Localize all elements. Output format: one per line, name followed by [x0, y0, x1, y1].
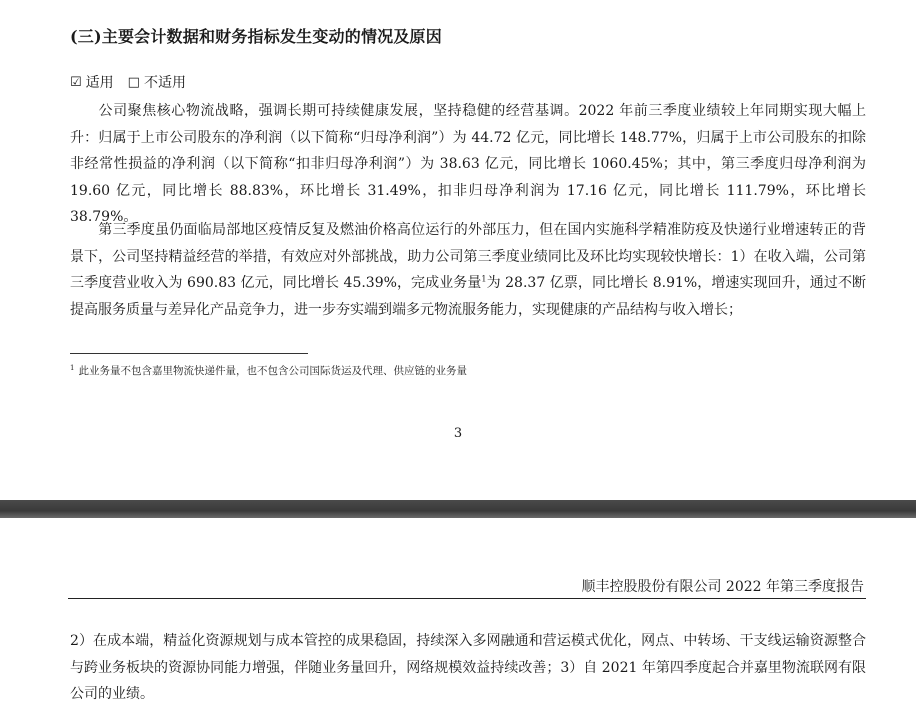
footnote-divider — [70, 353, 308, 354]
paragraph-performance-summary — [70, 98, 866, 231]
paragraph-cost-side: 2）在成本端，精益化资源规划与成本管控的成果稳固，持续深入多网融通和营运模式优化，网点、中转场、干支线运输资源整合与跨业务板块的资源协同能力增强，伴随业务量回升，网络规模效益持续改善；3）自 2021 年第四季度起合并嘉里物流联网有限公司的业绩。 — [70, 633, 866, 702]
paragraph-text: 第三季度虽仍面临局部地区疫情反复及燃油价格高位运行的外部压力，但在国内实施科学精准防疫及快递行业增速转正的背景下，公司坚持精益经营的举措，有效应对外部挑战，助力公司第三季度业绩同比及环比均实现较快增长：1）在收入端，公司第三季度营业收入为 690.83 亿元，同比增长 45.39%，完成业务量 — [70, 222, 866, 291]
paragraph-third-quarter — [70, 217, 866, 323]
footnote-marker: 1 — [70, 363, 75, 372]
header-rule — [68, 598, 866, 599]
footnote-reference: 1 — [481, 274, 487, 284]
paragraph-text: 为 28.37 亿票，同比增长 8.91%，增速实现回升，通过不断提高服务质量与差异化产品竞争力，进一步夯实端到端多元物流服务能力，实现健康的产品结构与收入增长； — [70, 275, 867, 318]
page-number: 3 — [453, 426, 463, 441]
unchecked-box-icon: □ — [127, 74, 140, 90]
footnote-text: 此业务量不包含嘉里物流快递件量，也不包含公司国际货运及代理、供应链的业务量 — [78, 365, 467, 377]
applicability-options — [70, 72, 186, 92]
paragraph-text: 公司聚焦核心物流战略，强调长期可持续健康发展，坚持稳健的经营基调。2022 年前三季度业绩较上年同期实现大幅上升：归属于上市公司股东的净利润（以下简称“归母净利润”）为 44.72 亿元，同比增长 148.77%，归属于上市公司股东的扣除非经常性损益的净利润（以下简称“扣非归母净利润”）为 38.63 亿元，同比增长 1060.45%；其中，第三季度归母净利润为 19.60 亿元，同比增长 88.83%，环比增长 31.49%，扣非归母净利润为 17.16 亿元，同比增长 111.79%，环比增长 38.79%。 — [70, 103, 866, 225]
page-separator — [0, 500, 916, 518]
checked-box-icon: ☑ — [70, 74, 82, 90]
page-4 — [0, 518, 916, 722]
applicable-label: 适用 — [85, 75, 114, 91]
section-title: (三)主要会计数据和财务指标发生变动的情况及原因 — [70, 27, 442, 46]
footnote — [70, 363, 467, 378]
running-header: 顺丰控股股份有限公司 2022 年第三季度报告 — [581, 579, 864, 595]
not-applicable-label: 不适用 — [143, 75, 186, 91]
